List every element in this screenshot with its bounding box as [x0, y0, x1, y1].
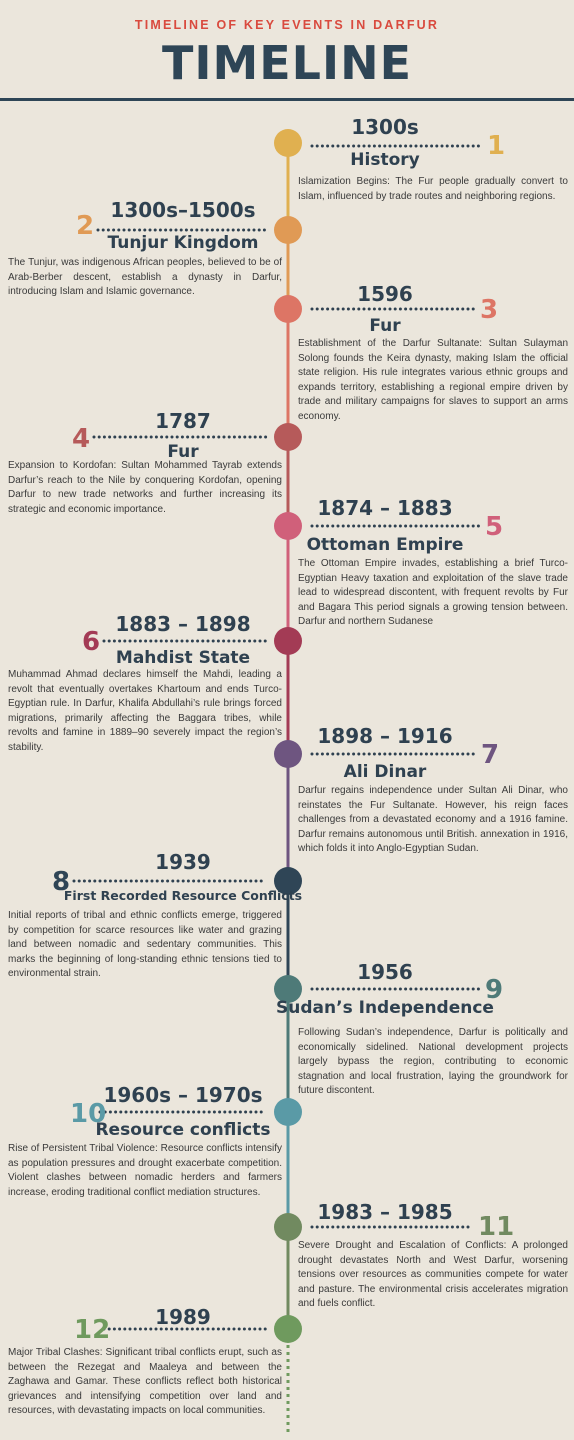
- event-description: The Ottoman Empire invades, establishing a brief Turco-Egyptian Heavy taxation and exploitation of the slave trade lead to widespread discontent, with frequent revolts by Fur and Bagara This period signals a growing tension between. Darfur and northern Sudanese: [298, 558, 568, 628]
- event-title: Mahdist State: [115, 648, 251, 668]
- event-title: History: [350, 150, 420, 170]
- event-description: Initial reports of tribal and ethnic conflicts emerge, triggered by competition for scarce resources like water and grazing land between nomadic and sedentary communities. This marks the beginning of long-standing ethnic tensions tied to environmental strain.: [8, 910, 282, 980]
- page-subtitle: TIMELINE OF KEY EVENTS IN DARFUR: [134, 18, 440, 32]
- event-year: 1956: [357, 960, 413, 984]
- event-number: 1: [487, 131, 506, 161]
- event-title: Resource conflicts: [95, 1120, 271, 1140]
- event-number: 2: [76, 211, 95, 241]
- event-number: 4: [72, 424, 91, 454]
- page-title: TIMELINE: [161, 36, 413, 90]
- event-description: Expansion to Kordofan: Sultan Mohammed Tayrab extends Darfur’s reach to the Nile by conquering Kordofan, opening Darfur to new trade networks and further increasing its strategic and economic importance.: [8, 460, 282, 515]
- event-year: 1939: [155, 850, 211, 874]
- event-number: 9: [485, 975, 504, 1005]
- event-number: 3: [480, 295, 499, 325]
- event-year: 1300s: [351, 115, 419, 139]
- event-title: Sudan’s Independence: [276, 998, 494, 1018]
- event-description: Severe Drought and Escalation of Conflicts: A prolonged drought devastates North and West Darfur, worsening tensions over resources as communities compete for water and pasture. The environmental crisis accelerates migration and fuels conflict.: [298, 1240, 568, 1310]
- event-title: Fur: [167, 442, 199, 462]
- event-description: Muhammad Ahmad declares himself the Mahdi, leading a revolt that eventually overtakes Khartoum and ends Turco-Egyptian rule. In Darfur, Khalifa Abdullahi’s rule brings forced migrations, primarily affecting the Baggara tribes, while revolts and famine in 1889–90 severely impact the region’s stability.: [8, 669, 282, 753]
- event-description: Following Sudan’s independence, Darfur is politically and economically sidelined. National development projects largely bypass the region, contributing to economic stagnation and local frustration, laying the groundwork for future discontent.: [298, 1027, 568, 1097]
- event-year: 1300s–1500s: [110, 198, 256, 222]
- event-year: 1883 – 1898: [115, 612, 251, 636]
- event-number: 11: [478, 1212, 515, 1242]
- event-number: 12: [74, 1315, 111, 1345]
- event-number: 5: [485, 512, 504, 542]
- event-number: 6: [82, 627, 101, 657]
- event-year: 1596: [357, 282, 413, 306]
- event-description: Darfur regains independence under Sultan Ali Dinar, who reinstates the Fur Sultanate. However, his reign faces challenges from a devastated economy and a 1916 famine. Darfur remains autonomous until British. annexation in 1916, which folds it into Anglo-Egyptian Sudan.: [298, 785, 568, 855]
- event-description: Rise of Persistent Tribal Violence: Resource conflicts intensify as population pressures and drought exacerbate competition. Violent clashes between nomadic herders and farmers increase, eroding traditional conflict mediation structures.: [8, 1143, 282, 1198]
- event-title: Ottoman Empire: [306, 535, 464, 555]
- event-number: 8: [52, 867, 71, 897]
- event-number: 10: [70, 1099, 107, 1129]
- event-year: 1983 – 1985: [317, 1200, 453, 1224]
- event-title: Ali Dinar: [343, 762, 427, 782]
- event-title: Tunjur Kingdom: [107, 233, 259, 253]
- event-number: 7: [481, 740, 500, 770]
- event-description: Establishment of the Darfur Sultanate: Sultan Sulayman Solong founds the Keira dynasty, making Islam the official state religion. His rule integrates various ethnic groups and expands territory, establishing a regional empire driven by trade and military campaigns for slaves to support an arms economy.: [298, 338, 568, 422]
- event-year: 1874 – 1883: [317, 496, 453, 520]
- event-title: Fur: [369, 316, 401, 336]
- event-title: First Recorded Resource Conflicts: [63, 888, 303, 903]
- event-year: 1898 – 1916: [317, 724, 453, 748]
- event-description: The Tunjur, was indigenous African peoples, believed to be of Arab-Berber descent, establish a dynasty in Darfur, introducing Islam and Islamic governance.: [8, 257, 282, 298]
- event-year: 1989: [155, 1305, 211, 1329]
- event-description: Islamization Begins: The Fur people gradually convert to Islam, influenced by trade routes and neighboring regions.: [298, 176, 568, 202]
- event-description: Major Tribal Clashes: Significant tribal conflicts erupt, such as between the Rezegat and Maaleya and between the Zaghawa and Gamar. These conflicts reflect both historical grievances and intensifying competition over land and resources, with devastating impacts on local communities.: [8, 1347, 282, 1417]
- event-year: 1960s – 1970s: [103, 1083, 263, 1107]
- event-year: 1787: [155, 409, 211, 433]
